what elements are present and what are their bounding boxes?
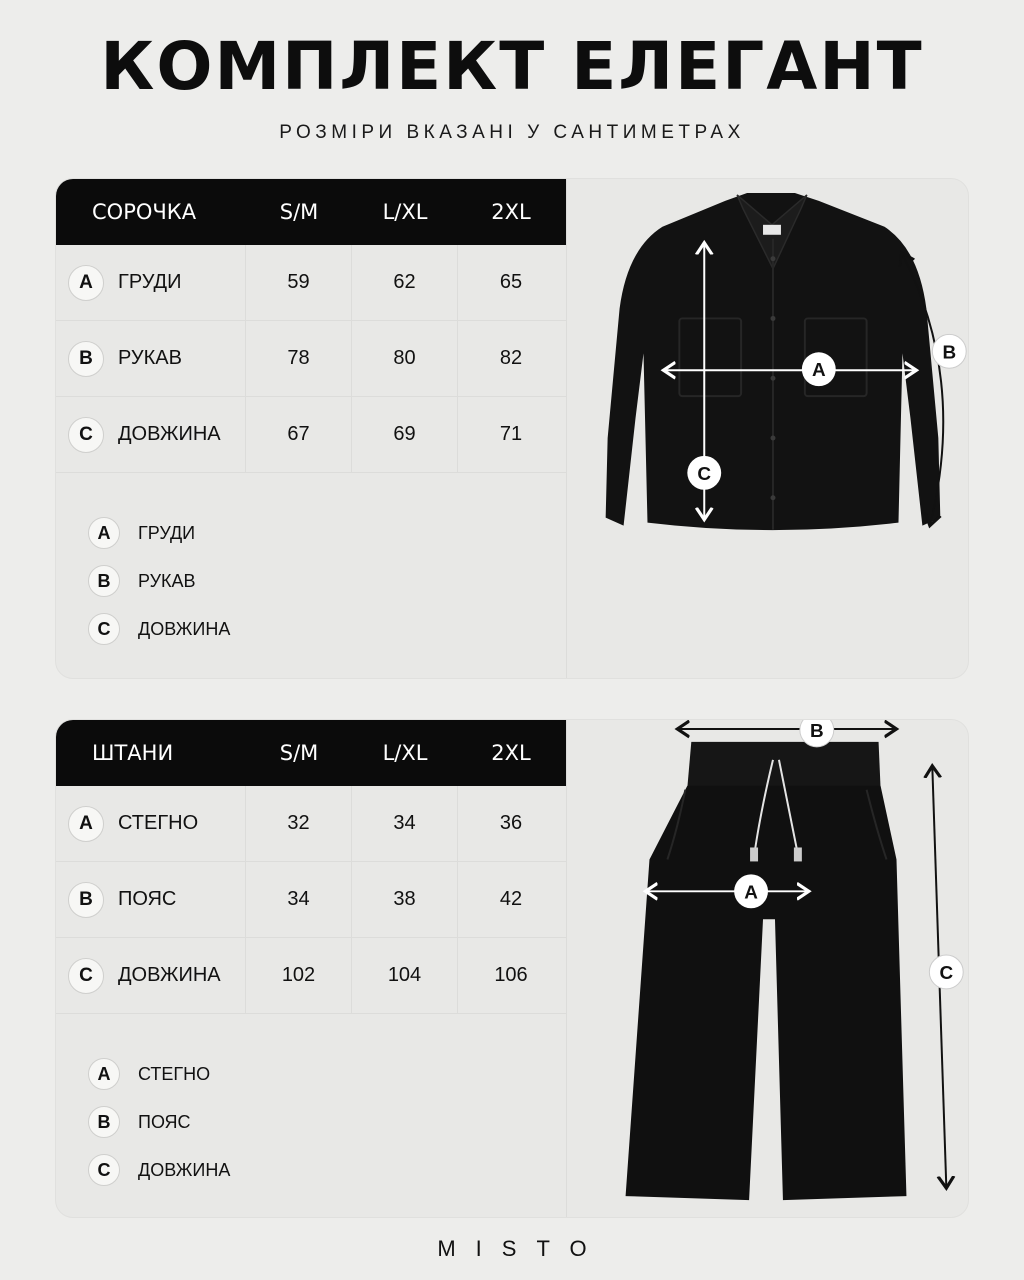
table-cell: 34 xyxy=(246,862,352,937)
marker-b-text: B xyxy=(942,342,957,364)
table-cell: 78 xyxy=(246,321,352,396)
shirt-size-table xyxy=(56,179,566,473)
table-cell: 62 xyxy=(352,245,458,320)
legend-item xyxy=(88,1098,230,1146)
letter-badge: C xyxy=(88,1154,120,1186)
table-cell: 38 xyxy=(352,862,458,937)
letter-badge: C xyxy=(68,958,104,994)
page-subtitle: РОЗМІРИ ВКАЗАНІ У САНТИМЕТРАХ xyxy=(279,122,745,143)
letter-badge: A xyxy=(68,265,104,301)
pants-shape xyxy=(626,786,907,1200)
letter-badge: A xyxy=(88,1058,120,1090)
legend-label: СТЕГНО xyxy=(138,1063,211,1084)
table-cell: 65 xyxy=(499,271,523,293)
table-row xyxy=(56,245,566,321)
measurement-label: СТЕГНО xyxy=(118,812,199,834)
letter-badge: A xyxy=(88,517,120,549)
table-cell: 106 xyxy=(494,964,528,986)
measurement-label: ГРУДИ xyxy=(118,271,182,293)
table-cell: 32 xyxy=(246,786,352,861)
table-cell: 59 xyxy=(246,245,352,320)
table-cell: 67 xyxy=(246,397,352,472)
size-column-header: 2XL xyxy=(491,741,531,765)
table-cell: 36 xyxy=(499,812,523,834)
table-header xyxy=(56,720,566,786)
pants-illustration xyxy=(567,720,969,1217)
legend-item xyxy=(88,1050,230,1098)
size-column-header: S/M xyxy=(279,741,319,765)
letter-badge: B xyxy=(88,565,120,597)
table-cell: 69 xyxy=(352,397,458,472)
marker-c-text: C xyxy=(939,962,954,984)
legend-item xyxy=(88,605,230,653)
table-row xyxy=(56,321,566,397)
letter-badge: B xyxy=(68,882,104,918)
table-cell: 42 xyxy=(499,888,523,910)
legend-item xyxy=(88,509,230,557)
marker-c-text: C xyxy=(697,463,712,485)
measurement-label: ДОВЖИНА xyxy=(118,423,221,445)
marker-a-text: A xyxy=(811,360,826,382)
table-row xyxy=(56,862,566,938)
size-column-header: L/XL xyxy=(382,741,428,765)
letter-badge: A xyxy=(68,806,104,842)
legend-item xyxy=(88,1146,230,1194)
letter-badge: B xyxy=(68,341,104,377)
letter-badge: B xyxy=(88,1106,120,1138)
pants-size-table xyxy=(56,720,566,1014)
legend-label: РУКАВ xyxy=(138,570,196,591)
pants-size-card xyxy=(55,719,969,1218)
measurement-label: ДОВЖИНА xyxy=(118,964,221,986)
table-cell: 80 xyxy=(352,321,458,396)
letter-badge: C xyxy=(68,417,104,453)
table-cell: 104 xyxy=(352,938,458,1013)
page-title: КОМПЛЕКТ ЕЛЕГАНТ xyxy=(100,28,924,105)
measurement-label: ПОЯС xyxy=(118,888,177,910)
shirt-illustration xyxy=(567,179,969,678)
table-cell: 71 xyxy=(499,423,523,445)
brand-logo-text: MISTO xyxy=(437,1236,607,1261)
table-cell: 34 xyxy=(352,786,458,861)
table-row xyxy=(56,786,566,862)
table-cell: 102 xyxy=(246,938,352,1013)
table-header xyxy=(56,179,566,245)
legend-item xyxy=(88,557,230,605)
shirt-size-card xyxy=(55,178,969,679)
legend-label: ДОВЖИНА xyxy=(138,618,231,639)
legend-label: ДОВЖИНА xyxy=(138,1159,231,1180)
table-header-title: ШТАНИ xyxy=(92,741,174,765)
shirt-legend xyxy=(88,509,230,653)
table-header-title: СОРОЧКА xyxy=(92,200,197,224)
marker-b-text: B xyxy=(809,720,824,742)
size-column-header: S/M xyxy=(279,200,319,224)
legend-label: ПОЯС xyxy=(138,1111,191,1132)
size-column-header: L/XL xyxy=(382,200,428,224)
table-cell: 82 xyxy=(499,347,523,369)
size-column-header: 2XL xyxy=(491,200,531,224)
table-row xyxy=(56,397,566,473)
marker-a-text: A xyxy=(744,882,758,904)
pants-legend xyxy=(88,1050,230,1194)
letter-badge: C xyxy=(88,613,120,645)
legend-label: ГРУДИ xyxy=(138,522,196,543)
table-row xyxy=(56,938,566,1014)
measurement-label: РУКАВ xyxy=(118,347,182,369)
